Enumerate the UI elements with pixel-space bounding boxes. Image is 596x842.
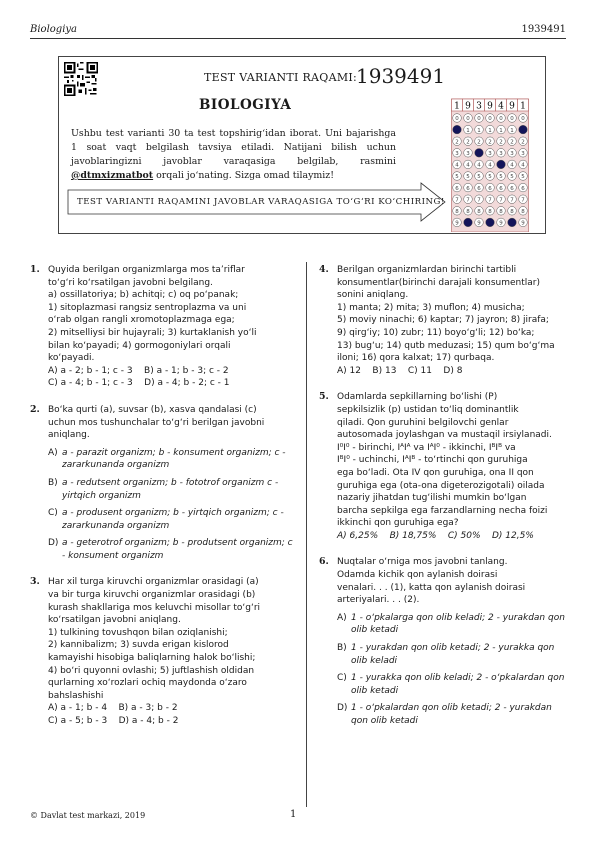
bubble-digit: 4: [455, 162, 459, 169]
bubble-digit: 5: [455, 174, 459, 181]
question-number: 3.: [30, 576, 40, 588]
variant-box: [58, 56, 546, 234]
bubble-digit: 3: [521, 151, 525, 157]
bubble-digit: 6: [477, 185, 481, 192]
option-text: a - parazit organizm; b - konsument organizm; c - zararkunanda organizm: [62, 447, 286, 471]
option-letter: D): [337, 703, 348, 714]
question-line: 4) bo‘ri quyonni ovlashi; 5) juftlashish oldidan: [48, 665, 255, 676]
option-letter: B): [337, 643, 347, 654]
bubble-digit: 0: [510, 116, 514, 123]
bubble-digit: 4: [488, 162, 492, 169]
bubble-digit: 8: [455, 209, 459, 215]
question-line: Odamda kichik qon aylanish doirasi: [337, 570, 498, 581]
question-line: arteriyalari. . . (2).: [337, 595, 420, 606]
bubble-digit: 6: [488, 185, 492, 192]
bubble-digit: 6: [521, 185, 525, 192]
answer-option[interactable]: [48, 477, 298, 502]
question-line: sonini aniqlang.: [337, 290, 409, 301]
bubble-digit: 2: [510, 139, 514, 146]
option-text: 1 - o‘pkalarga qon olib keladi; 2 - yurakdan qon olib ketadi: [351, 612, 565, 636]
question-item: [319, 264, 569, 377]
bubble-digit: 6: [499, 185, 503, 192]
answer-option[interactable]: [337, 672, 569, 697]
question-item: [30, 404, 298, 563]
bubble-filled[interactable]: [519, 125, 528, 134]
option-text: 1 - o‘pkalardan qon olib ketadi; 2 - yurakdan qon olib ketadi: [351, 703, 552, 726]
digit-header: 9: [487, 101, 493, 112]
bubble-filled[interactable]: [453, 125, 462, 134]
header-subject: Biologiya: [30, 24, 77, 35]
bubble-digit: 3: [499, 151, 503, 157]
question-line: kurash shakllariga mos keluvchi misollar to‘g‘ri: [48, 602, 261, 613]
question-line: I⁰I⁰ - birinchi, IᴬIᴬ va IᴬI⁰ - ikkinchi, IᴮIᴮ va: [337, 442, 516, 453]
option-letter: A): [337, 612, 347, 623]
bubble-filled[interactable]: [497, 160, 506, 169]
bubble-filled[interactable]: [486, 218, 495, 227]
answer-option[interactable]: [48, 507, 298, 532]
option-letter: B): [48, 477, 58, 488]
question-line: ega bo‘ladi. Ota IV qon guruhiga, ona II qon: [337, 467, 534, 478]
bubble-digit: 3: [510, 151, 514, 157]
answer-option[interactable]: [48, 537, 298, 562]
answer-options-row[interactable]: A) 6,25% B) 18,75% C) 50% D) 12,5%: [337, 530, 534, 541]
bubble-digit: 2: [499, 139, 503, 146]
bubble-digit: 7: [499, 197, 503, 204]
question-line: sepkilsizlik (p) ustidan to‘liq dominantlik: [337, 404, 519, 415]
bubble-digit: 4: [521, 162, 525, 169]
answer-options-row[interactable]: A) a - 2; b - 1; c - 3 B) a - 1; b - 3; c - 2: [48, 365, 229, 376]
bubble-digit: 2: [488, 139, 492, 146]
header-variant: 1939491: [521, 24, 566, 35]
bubble-digit: 4: [477, 162, 481, 169]
bubble-digit: 9: [455, 220, 459, 227]
bubble-digit: 0: [477, 116, 481, 123]
answer-option[interactable]: [48, 447, 298, 472]
question-line: a) ossillatoriya; b) achitqi; c) oq po‘panak;: [48, 290, 239, 301]
question-line: bahslashishi: [48, 690, 104, 701]
question-line: iloni; 16) qora kalxat; 17) qurbaqa.: [337, 353, 495, 364]
question-line: Odamlarda sepkillarning bo‘lishi (P): [337, 392, 498, 403]
bubble-digit: 8: [521, 209, 525, 215]
option-text: a - geterotrof organizm; b - produtsent organizm; c - konsument organizm: [62, 538, 293, 561]
question-text: [48, 404, 298, 442]
option-text: 1 - yurakdan qon olib ketadi; 2 - yurakka qon olib keladi: [351, 643, 555, 666]
question-line: va bir turga kiruvchi organizmlar orasidagi (b): [48, 590, 256, 601]
answer-options-row[interactable]: C) a - 5; b - 3 D) a - 4; b - 2: [48, 716, 179, 726]
question-line: to‘g‘ri ko‘rsatilgan javobni belgilang.: [48, 277, 213, 288]
bubble-digit: 3: [455, 151, 459, 157]
question-number: 5.: [319, 391, 329, 403]
intro-text-2: orqali jo‘nating. Sizga omad tilaymiz!: [156, 170, 335, 181]
digit-header: 9: [509, 101, 515, 112]
bubble-digit: 0: [455, 116, 459, 123]
question-line: kamayishi hisobiga baliqlarning halok bo‘lishi;: [48, 653, 256, 664]
question-line: Quyida berilgan organizmlarga mos ta’riflar: [48, 265, 245, 275]
answer-options-row[interactable]: C) a - 4; b - 1; c - 3 D) a - 4; b - 2; c - 1: [48, 378, 230, 389]
option-text: 1 - yurakka qon olib keladi; 2 - o‘pkalardan qon olib ketadi: [351, 673, 565, 696]
digit-header: 9: [465, 101, 471, 112]
question-line: ko‘payadi.: [48, 353, 95, 364]
variant-bubble-grid[interactable]: [450, 98, 530, 232]
bubble-filled[interactable]: [475, 149, 484, 158]
bubble-digit: 2: [455, 139, 459, 146]
bubble-digit: 0: [466, 116, 470, 123]
question-number: 6.: [319, 556, 329, 568]
question-line: ko‘rsatilgan javobni aniqlang.: [48, 615, 181, 626]
bubble-digit: 9: [521, 220, 525, 227]
intro-text-1: Ushbu test varianti 30 ta test topshirig‘idan iborat. Uni bajarishga 1 soat vaqt belgilash tavsiya etiladi. Natijani bilish uchun javoblaringizni javoblar varaqasiga belgilab, rasmini: [71, 128, 396, 167]
bubble-digit: 4: [510, 162, 514, 169]
bubble-digit: 0: [521, 116, 525, 123]
bubble-digit: 7: [510, 197, 514, 204]
question-line: 1) sitoplazmasi rangsiz sentroplazma va uni: [48, 302, 247, 313]
question-line: 9) qirg‘iy; 10) zubr; 11) boyo‘g‘li; 12) bo‘ka;: [337, 327, 535, 338]
bubble-digit: 1: [499, 127, 503, 134]
bubble-filled[interactable]: [508, 218, 517, 227]
bubble-digit: 7: [477, 197, 481, 204]
bubble-digit: 8: [477, 209, 481, 215]
answer-options-row[interactable]: A) 12 B) 13 C) 11 D) 8: [337, 365, 463, 376]
option-letter: C): [337, 673, 347, 684]
bubble-digit: 8: [466, 209, 470, 215]
bubble-digit: 2: [521, 139, 525, 146]
bubble-digit: 0: [499, 116, 503, 123]
question-text: [337, 264, 569, 365]
answer-option[interactable]: [337, 642, 569, 667]
bubble-digit: 2: [477, 139, 481, 146]
question-line: 5) moviy ninachi; 6) kaptar; 7) jayron; 8) jirafa;: [337, 315, 549, 326]
footer-copyright: © Davlat test markazi, 2019: [30, 811, 146, 820]
question-line: guruhiga ega (ota-ona digeterozigotali) oilada: [337, 480, 545, 491]
option-text: a - redutsent organizm; b - fototrof organizm c - yirtqich organizm: [62, 477, 279, 501]
bubble-digit: 6: [455, 185, 459, 192]
bubble-digit: 3: [466, 151, 470, 157]
question-item: [319, 391, 569, 542]
qr-code-icon: [64, 62, 98, 96]
digit-header: 3: [476, 101, 482, 112]
bubble-filled[interactable]: [464, 218, 473, 227]
bubble-digit: 7: [521, 197, 525, 204]
question-line: 2) mitselliysi bir hujayrali; 3) kurtaklanish yo‘li: [48, 327, 257, 338]
question-line: 2) kannibalizm; 3) suvda erigan kislorod: [48, 640, 229, 651]
arrow-instruction: TEST VARIANTI RAQAMINI JAVOBLAR VARAQASIGA TO‘G‘RI KO‘CHIRING!: [77, 197, 445, 207]
question-number: 2.: [30, 403, 40, 415]
question-line: autosomada joylashgan va mustaqil irsiylanadi.: [337, 430, 552, 441]
question-text: [48, 264, 298, 365]
question-number: 4.: [319, 264, 329, 275]
page-number: 1: [290, 809, 297, 820]
bubble-digit: 0: [488, 116, 492, 123]
bubble-digit: 9: [499, 220, 503, 227]
question-line: uchun mos tushunchalar to‘g‘ri berilgan javobni: [48, 417, 265, 428]
question-text: [337, 556, 569, 606]
answer-options-row[interactable]: A) a - 1; b - 4 B) a - 3; b - 2: [48, 703, 178, 714]
question-item: [319, 556, 569, 727]
answer-option[interactable]: [337, 702, 569, 727]
subject-title: BIOLOGIYA: [199, 97, 292, 113]
question-line: o‘rab olgan rangli xromotoplazmaga ega;: [48, 315, 235, 326]
bubble-digit: 1: [477, 127, 481, 134]
question-line: venalari. . . (1), katta qon aylanish doirasi: [337, 582, 526, 593]
variant-number: 1939491: [356, 64, 446, 88]
question-line: Nuqtalar o‘rniga mos javobni tanlang.: [337, 557, 508, 568]
option-text: a - produsent organizm; b - yirtqich organizm; c - zararkunanda organizm: [62, 508, 284, 531]
bubble-digit: 5: [510, 174, 514, 181]
question-line: barcha sepkilga ega farzandlarning necha foizi: [337, 505, 548, 516]
variant-label: TEST VARIANTI RAQAMI:: [204, 71, 358, 84]
question-line: 1) tulkining tovushqon bilan oziqlanishi;: [48, 627, 228, 638]
bubble-digit: 6: [510, 185, 514, 192]
question-line: Bo‘ka qurti (a), suvsar (b), xasva qandalasi (c): [48, 404, 257, 415]
digit-header: 1: [454, 101, 460, 112]
bubble-digit: 1: [510, 127, 514, 134]
question-item: [30, 576, 298, 727]
bubble-digit: 5: [488, 174, 492, 181]
question-item: [30, 264, 298, 390]
header-rule: [30, 38, 566, 39]
question-line: ikkinchi qon guruhiga ega?: [337, 518, 459, 529]
bubble-digit: 5: [499, 174, 503, 181]
question-line: qiladi. Qon guruhini belgilovchi genlar: [337, 417, 509, 428]
bubble-digit: 8: [510, 209, 514, 215]
bubble-digit: 5: [477, 174, 481, 181]
question-line: Har xil turga kiruvchi organizmlar orasidagi (a): [48, 577, 259, 588]
question-line: bilan ko‘payadi; 4) gormogoniylari orqali: [48, 340, 231, 351]
questions-left-column: [30, 264, 298, 742]
question-line: konsumentlar(birinchi darajali konsumentlar): [337, 277, 540, 288]
intro-text: [71, 127, 396, 183]
bubble-digit: 7: [455, 197, 459, 204]
question-line: qurlarning xo‘rozlari ochiq maydonda o‘zaro: [48, 678, 247, 689]
option-letter: D): [48, 538, 59, 549]
bot-handle-link[interactable]: @dtmxizmatbot: [71, 170, 154, 181]
bubble-digit: 9: [477, 220, 481, 227]
digit-header: 4: [498, 101, 504, 112]
digit-header: 1: [520, 101, 526, 112]
option-letter: A): [48, 447, 58, 458]
question-line: IᴮI⁰ - uchinchi, IᴬIᴮ - to‘rtinchi qon guruhiga: [337, 455, 528, 466]
question-text: [48, 576, 298, 702]
bubble-digit: 7: [488, 197, 492, 204]
question-line: 13) bug‘u; 14) qutb meduzasi; 15) qum bo‘g‘ma: [337, 340, 555, 351]
questions-right-column: [319, 264, 569, 742]
bubble-digit: 1: [466, 127, 470, 134]
question-line: 1) manta; 2) mita; 3) muflon; 4) musicha;: [337, 302, 525, 313]
bubble-digit: 6: [466, 185, 470, 192]
bubble-digit: 8: [488, 209, 492, 215]
question-line: Berilgan organizmlardan birinchi tartibli: [337, 265, 517, 275]
bubble-digit: 5: [466, 174, 470, 181]
bubble-digit: 4: [466, 162, 470, 169]
question-text: [337, 391, 569, 530]
bubble-digit: 8: [499, 209, 503, 215]
question-line: aniqlang.: [48, 430, 90, 441]
column-divider: [306, 262, 307, 807]
bubble-digit: 3: [488, 151, 492, 157]
bubble-digit: 1: [488, 127, 492, 134]
bubble-digit: 5: [521, 174, 525, 181]
answer-option[interactable]: [337, 612, 569, 637]
bubble-digit: 2: [466, 139, 470, 146]
bubble-digit: 7: [466, 197, 470, 204]
question-line: nazariy jihatdan tug‘ilishi mumkin bo‘lgan: [337, 493, 527, 504]
question-number: 1.: [30, 264, 40, 275]
option-letter: C): [48, 508, 58, 519]
